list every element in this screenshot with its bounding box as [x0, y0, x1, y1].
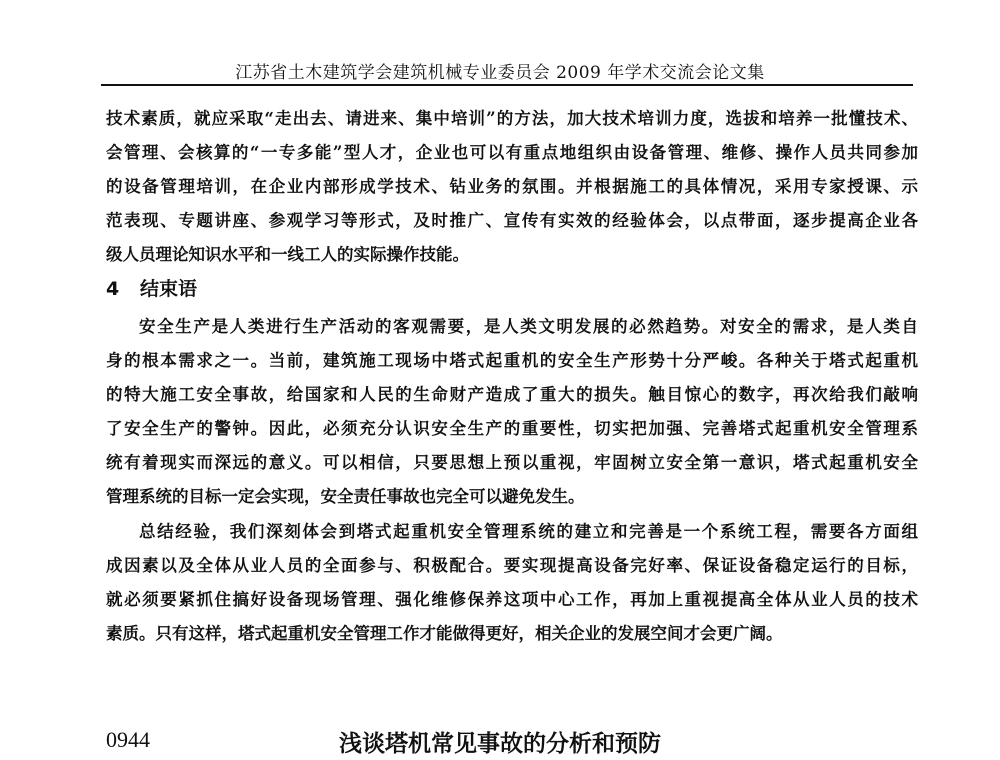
running-header: 江苏省土木建筑学会建筑机械专业委员会 2009 年学术交流会论文集: [235, 63, 765, 83]
section-number: 4: [106, 278, 120, 300]
text-line: 总结经验，我们深刻体会到塔式起重机安全管理系统的建立和完善是一个系统工程，需要各方面组: [139, 522, 918, 541]
text-line: 安全生产是人类进行生产活动的客观需要，是人类文明发展的必然趋势。对安全的需求，是人类自: [139, 317, 918, 336]
text-line: 身的根本需求之一。当前，建筑施工现场中塔式起重机的安全生产形势十分严峻。各种关于塔式起重机: [106, 351, 918, 370]
next-article-title: 浅谈塔机常见事故的分析和预防: [339, 731, 661, 757]
text-line: 了安全生产的警钟。因此，必须充分认识安全生产的重要性，切实把加强、完善塔式起重机安全管理系: [106, 419, 918, 438]
text-line: 统有着现实而深远的意义。可以相信，只要思想上预以重视，牢固树立安全第一意识，塔式起重机安全: [106, 453, 918, 472]
text-line: 成因素以及全体从业人员的全面参与、积极配合。要实现提高设备完好率、保证设备稳定运行的目标，: [106, 556, 918, 575]
text-line: 素质。只有这样，塔式起重机安全管理工作才能做得更好，相关企业的发展空间才会更广阔。: [106, 624, 783, 643]
text-line: 管理系统的目标一定会实现，安全责任事故也完全可以避免发生。: [106, 487, 585, 506]
text-line: 的特大施工安全事故，给国家和人民的生命财产造成了重大的损失。触目惊心的数字，再次给我们敲响: [106, 385, 918, 404]
text-line: 就必须要紧抓住搞好设备现场管理、强化维修保养这项中心工作，再加上重视提高全体从业人员的技术: [106, 590, 918, 609]
header-rule: [101, 84, 913, 86]
text-line: 的设备管理培训，在企业内部形成学技术、钻业务的氛围。并根据施工的具体情况，采用专家授课、示: [106, 177, 918, 196]
section-heading: [106, 274, 197, 301]
text-line: 会管理、会核算的“一专多能”型人才，企业也可以有重点地组织由设备管理、维修、操作人员共同参加: [106, 143, 918, 162]
text-line: 级人员理论知识水平和一线工人的实际操作技能。: [106, 245, 469, 264]
page-code: 0944: [106, 727, 150, 752]
section-title: 结束语: [140, 278, 198, 300]
text-line: 范表现、专题讲座、参观学习等形式，及时推广、宣传有实效的经验体会，以点带面，逐步提高企业各: [106, 211, 918, 230]
text-line: 技术素质，就应采取“走出去、请进来、集中培训”的方法，加大技术培训力度，选拔和培养一批懂技术、: [106, 109, 918, 128]
